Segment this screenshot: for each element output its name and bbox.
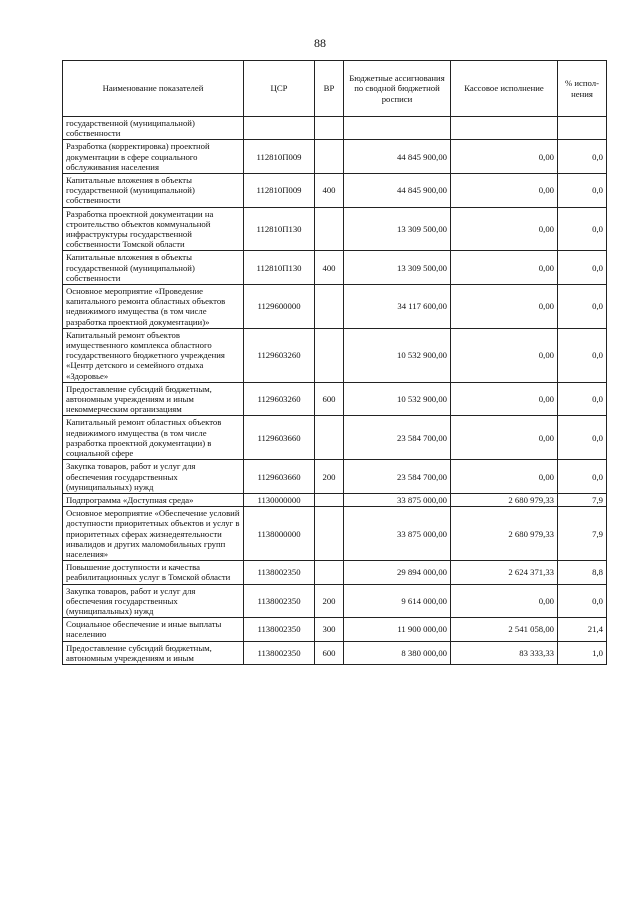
cell-assigned: 13 309 500,00 [344,207,451,251]
cell-vr [315,416,344,460]
cell-assigned: 11 900 000,00 [344,618,451,641]
cell-csr: 1138002350 [244,641,315,664]
page-number: 88 [314,36,326,50]
cell-name: Основное мероприятие «Проведение капитального ремонта областных объектов недвижимого имущества (в том числе разработка проектной документации)» [63,285,244,329]
cell-cash: 2 680 979,33 [451,507,558,561]
cell-name: государственной (муниципальной) собственности [63,117,244,140]
cell-assigned: 33 875 000,00 [344,493,451,506]
cell-csr: 112810П130 [244,251,315,285]
cell-percent: 0,0 [558,174,607,208]
cell-cash: 0,00 [451,207,558,251]
cell-assigned: 44 845 900,00 [344,140,451,174]
cell-csr: 1130000000 [244,493,315,506]
cell-name: Капитальные вложения в объекты государственной (муниципальной) собственности [63,251,244,285]
table-header-row [63,61,607,117]
cell-assigned: 13 309 500,00 [344,251,451,285]
cell-name: Подпрограмма «Доступная среда» [63,493,244,506]
table-row [63,618,607,641]
table-row [63,460,607,494]
cell-vr: 600 [315,641,344,664]
cell-cash: 0,00 [451,285,558,329]
cell-vr [315,493,344,506]
cell-percent: 0,0 [558,584,607,618]
cell-cash: 2 541 058,00 [451,618,558,641]
cell-csr [244,117,315,140]
cell-csr: 1138002350 [244,561,315,584]
cell-percent: 0,0 [558,460,607,494]
cell-assigned: 29 894 000,00 [344,561,451,584]
cell-cash: 0,00 [451,460,558,494]
cell-percent: 21,4 [558,618,607,641]
cell-csr: 1129603260 [244,328,315,382]
cell-csr: 1129603660 [244,460,315,494]
cell-name: Капитальные вложения в объекты государственной (муниципальной) собственности [63,174,244,208]
cell-percent: 0,0 [558,328,607,382]
table-row [63,507,607,561]
cell-vr [315,207,344,251]
cell-vr [315,561,344,584]
cell-assigned: 8 380 000,00 [344,641,451,664]
cell-vr: 200 [315,584,344,618]
cell-percent: 0,0 [558,285,607,329]
cell-assigned: 44 845 900,00 [344,174,451,208]
cell-percent: 0,0 [558,382,607,416]
cell-cash: 0,00 [451,140,558,174]
cell-cash: 0,00 [451,382,558,416]
cell-vr: 300 [315,618,344,641]
cell-name: Основное мероприятие «Обеспечение условий доступности приоритетных объектов и услуг в приоритетных сферах жизнедеятельности инвалидов и других маломобильных групп населения» [63,507,244,561]
cell-vr [315,285,344,329]
table-row [63,251,607,285]
cell-csr: 1129603660 [244,416,315,460]
cell-assigned: 23 584 700,00 [344,416,451,460]
table-row [63,382,607,416]
cell-vr [315,117,344,140]
table-row [63,117,607,140]
cell-name: Предоставление субсидий бюджетным, автономным учреждениям и иным [63,641,244,664]
cell-assigned: 9 614 000,00 [344,584,451,618]
cell-assigned: 34 117 600,00 [344,285,451,329]
cell-percent: 0,0 [558,140,607,174]
cell-percent: 0,0 [558,251,607,285]
header-percent: % испол-нения [558,61,607,117]
cell-csr: 1129600000 [244,285,315,329]
table-row [63,493,607,506]
cell-name: Социальное обеспечение и иные выплаты населению [63,618,244,641]
cell-cash: 0,00 [451,251,558,285]
cell-cash: 2 680 979,33 [451,493,558,506]
cell-percent: 7,9 [558,493,607,506]
cell-name: Капитальный ремонт объектов имущественного комплекса областного государственного бюджетного учреждения «Центр детского и семейного отдыха «Здоровье» [63,328,244,382]
cell-percent: 0,0 [558,416,607,460]
cell-cash: 0,00 [451,584,558,618]
header-assigned: Бюджетные ассигнования по сводной бюджетной росписи [344,61,451,117]
cell-vr [315,507,344,561]
budget-execution-table [62,60,607,665]
cell-csr: 112810П130 [244,207,315,251]
cell-name: Закупка товаров, работ и услуг для обеспечения государственных (муниципальных) нужд [63,584,244,618]
cell-cash: 0,00 [451,328,558,382]
table-row [63,174,607,208]
cell-cash: 0,00 [451,416,558,460]
cell-cash [451,117,558,140]
cell-vr: 200 [315,460,344,494]
table-row [63,561,607,584]
table-row [63,285,607,329]
header-name: Наименование показателей [63,61,244,117]
cell-percent [558,117,607,140]
cell-percent: 0,0 [558,207,607,251]
cell-vr: 400 [315,251,344,285]
cell-cash: 2 624 371,33 [451,561,558,584]
cell-name: Повышение доступности и качества реабилитационных услуг в Томской области [63,561,244,584]
cell-assigned: 23 584 700,00 [344,460,451,494]
header-vr: ВР [315,61,344,117]
cell-vr: 400 [315,174,344,208]
cell-assigned [344,117,451,140]
cell-percent: 8,8 [558,561,607,584]
cell-csr: 1138002350 [244,618,315,641]
cell-csr: 112810П009 [244,174,315,208]
cell-vr [315,328,344,382]
cell-csr: 1138002350 [244,584,315,618]
cell-name: Разработка проектной документации на строительство объектов коммунальной инфраструктуры государственной собственности Томской области [63,207,244,251]
cell-name: Разработка (корректировка) проектной документации в сфере социального обслуживания населения [63,140,244,174]
cell-name: Закупка товаров, работ и услуг для обеспечения государственных (муниципальных) нужд [63,460,244,494]
cell-name: Капитальный ремонт областных объектов недвижимого имущества (в том числе разработка проектной документации) в социальной сфере [63,416,244,460]
cell-cash: 0,00 [451,174,558,208]
cell-vr: 600 [315,382,344,416]
cell-vr [315,140,344,174]
table-row [63,328,607,382]
cell-csr: 112810П009 [244,140,315,174]
cell-assigned: 10 532 900,00 [344,328,451,382]
cell-name: Предоставление субсидий бюджетным, автономным учреждениям и иным некоммерческим организациям [63,382,244,416]
cell-percent: 1,0 [558,641,607,664]
cell-assigned: 33 875 000,00 [344,507,451,561]
table-row [63,140,607,174]
table-row [63,416,607,460]
cell-csr: 1138000000 [244,507,315,561]
table-row [63,207,607,251]
cell-assigned: 10 532 900,00 [344,382,451,416]
cell-percent: 7,9 [558,507,607,561]
table-row [63,641,607,664]
table-row [63,584,607,618]
header-csr: ЦСР [244,61,315,117]
cell-csr: 1129603260 [244,382,315,416]
cell-cash: 83 333,33 [451,641,558,664]
header-cash: Кассовое исполнение [451,61,558,117]
